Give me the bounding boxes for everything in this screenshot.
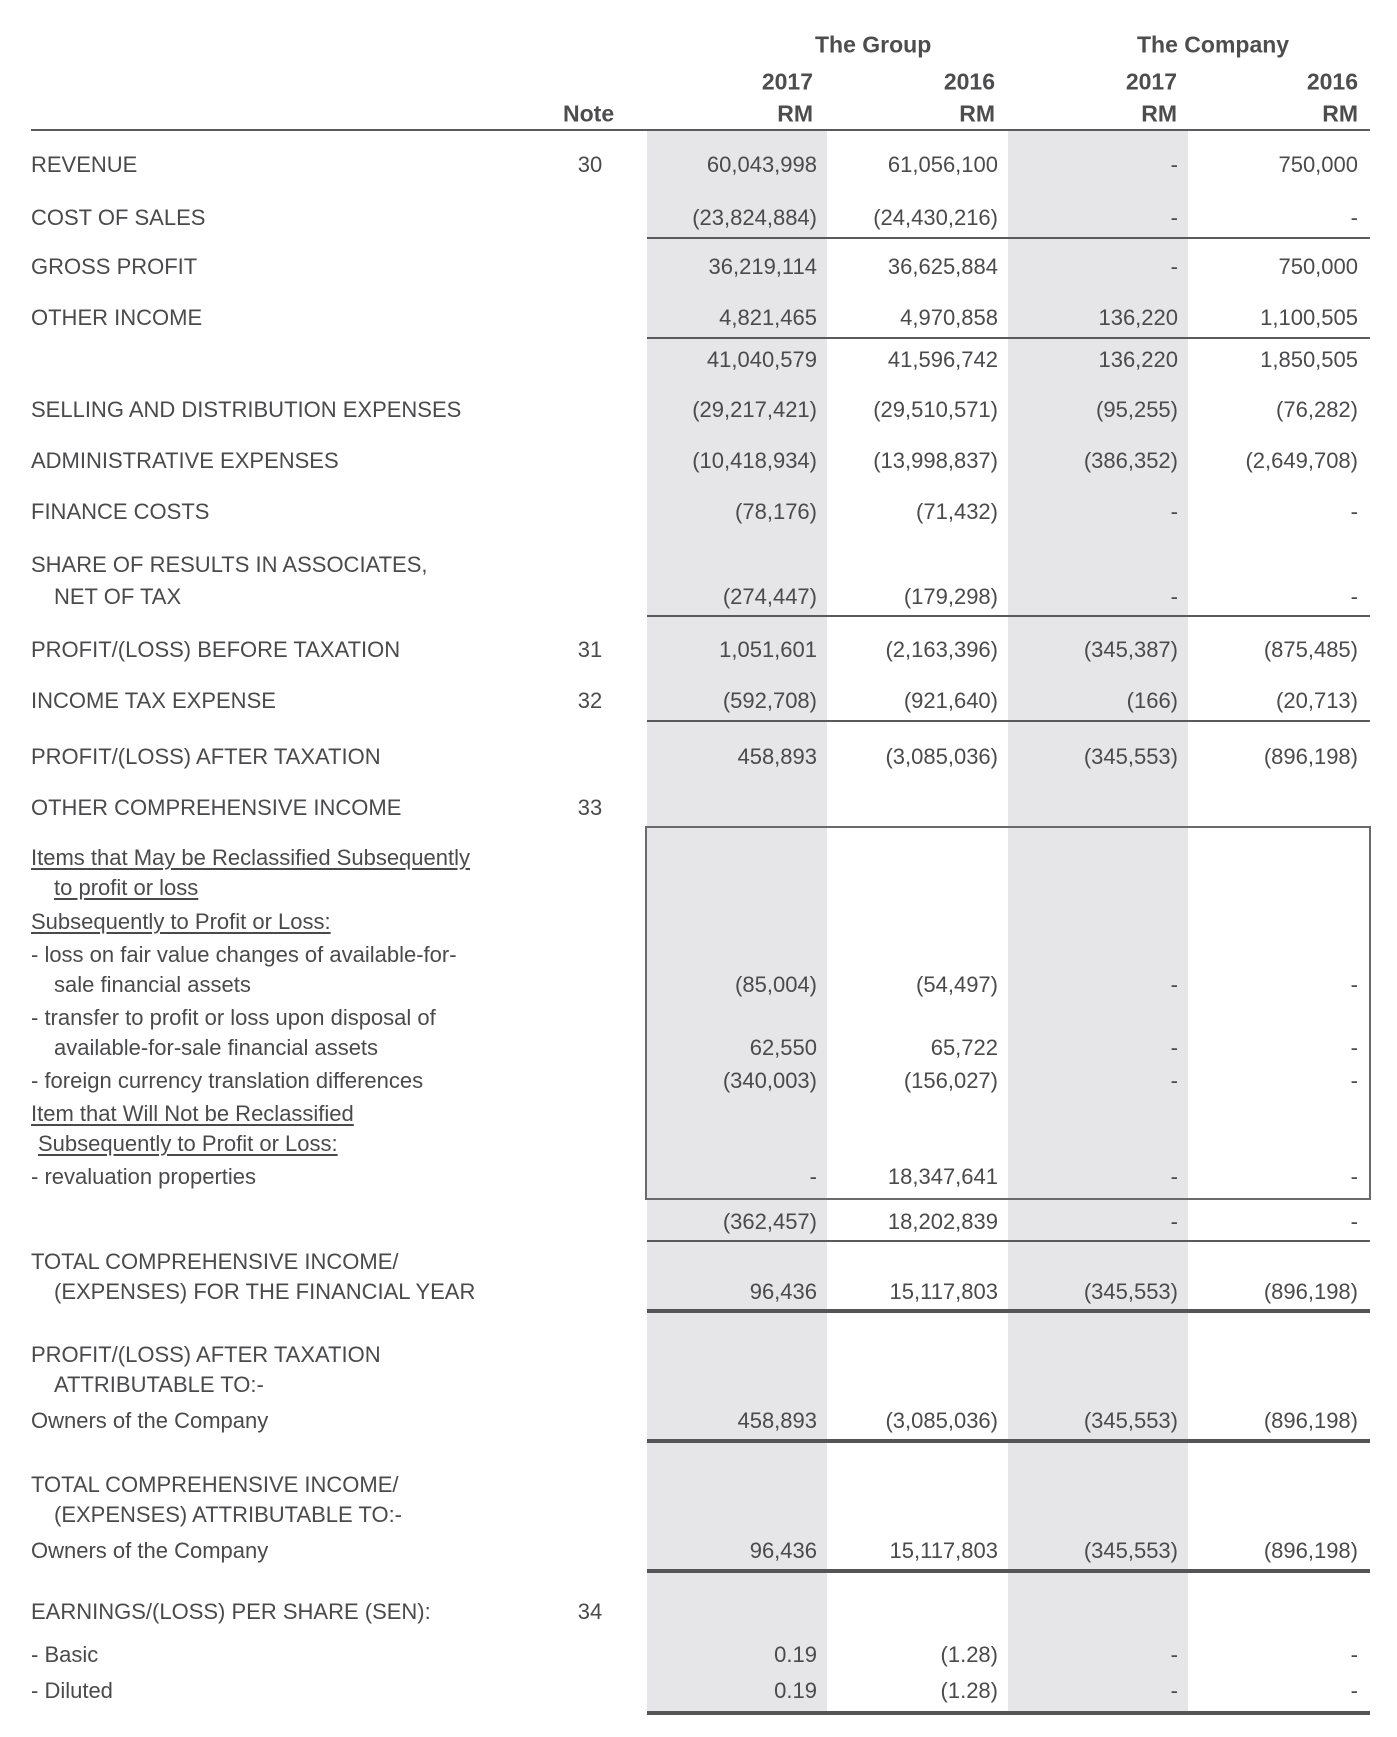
value: 0.19 <box>774 1642 817 1667</box>
value: (345,553) <box>1083 1279 1178 1304</box>
row-label-tax: INCOME TAX EXPENSE <box>31 688 276 713</box>
tci-attr-label: TOTAL COMPREHENSIVE INCOME/ <box>31 1472 399 1497</box>
value: - <box>1170 254 1178 279</box>
value: (78,176) <box>735 499 817 524</box>
eps-basic-label: - Basic <box>31 1642 99 1667</box>
value: (896,198) <box>1263 744 1358 769</box>
header-year-company-2016: 2016 <box>1306 68 1358 95</box>
value: (13,998,837) <box>873 448 998 473</box>
value: (54,497) <box>916 972 998 997</box>
eps-diluted-label: - Diluted <box>31 1678 113 1703</box>
header-year-group-2016: 2016 <box>943 68 995 95</box>
value: (2,163,396) <box>885 637 998 662</box>
rule <box>647 720 1370 722</box>
double-rule <box>647 1569 1370 1573</box>
row-label-gross-profit: GROSS PROFIT <box>31 254 198 279</box>
value: 136,220 <box>1098 305 1178 330</box>
value: 1,850,505 <box>1260 347 1358 372</box>
value: (76,282) <box>1276 397 1358 422</box>
rule <box>647 237 1370 239</box>
value: (345,553) <box>1083 1408 1178 1433</box>
row-note-pbt: 31 <box>577 637 603 662</box>
oci-box <box>645 826 1371 1200</box>
header-note: Note <box>563 100 615 127</box>
value: 61,056,100 <box>887 152 998 177</box>
value: 62,550 <box>749 1035 817 1060</box>
value: 1,100,505 <box>1260 305 1358 330</box>
value: 96,436 <box>749 1538 817 1563</box>
row-label-oci: OTHER COMPREHENSIVE INCOME <box>31 795 402 820</box>
oci-heading-1b: to profit or loss <box>54 875 199 900</box>
value: - <box>1170 1209 1178 1234</box>
row-label-admin: ADMINISTRATIVE EXPENSES <box>31 448 339 473</box>
value: - <box>1350 1164 1358 1189</box>
tci-attr-label-2: (EXPENSES) ATTRIBUTABLE TO:- <box>54 1502 403 1527</box>
double-rule <box>647 1309 1370 1313</box>
oci-heading-2: Item that Will Not be Reclassified <box>31 1101 354 1126</box>
value: - <box>1350 972 1358 997</box>
oci-fx-label: - foreign currency translation differences <box>31 1068 424 1093</box>
row-label-associates: SHARE OF RESULTS IN ASSOCIATES, <box>31 552 428 577</box>
value: (340,003) <box>722 1068 817 1093</box>
value: 136,220 <box>1098 347 1178 372</box>
value: - <box>1350 205 1358 230</box>
row-note-tax: 32 <box>577 688 603 713</box>
value: - <box>1350 499 1358 524</box>
value: (156,027) <box>903 1068 998 1093</box>
value: (29,217,421) <box>692 397 817 422</box>
oci-transfer-label-2: available-for-sale financial assets <box>54 1035 379 1060</box>
header-company: The Company <box>1137 31 1290 58</box>
value: - <box>1350 1209 1358 1234</box>
value: (362,457) <box>722 1209 817 1234</box>
value: (274,447) <box>722 584 817 609</box>
row-label-cost-of-sales: COST OF SALES <box>31 205 206 230</box>
rule <box>647 337 1370 339</box>
value: - <box>1350 1678 1358 1703</box>
value: 4,970,858 <box>900 305 998 330</box>
oci-transfer-label: - transfer to profit or loss upon disposal of <box>31 1005 436 1030</box>
value: - <box>1170 1035 1178 1060</box>
row-note-oci: 33 <box>577 795 603 820</box>
oci-afs-label-2: sale financial assets <box>54 972 251 997</box>
double-rule <box>647 1439 1370 1443</box>
value: (896,198) <box>1263 1279 1358 1304</box>
header-rule <box>31 129 1370 131</box>
value: (3,085,036) <box>885 1408 998 1433</box>
value: (875,485) <box>1263 637 1358 662</box>
header-group: The Group <box>815 31 932 58</box>
oci-heading-1c: Subsequently to Profit or Loss: <box>31 909 331 934</box>
value: (10,418,934) <box>692 448 817 473</box>
value: (23,824,884) <box>692 205 817 230</box>
row-label-other-income: OTHER INCOME <box>31 305 203 330</box>
eps-label: EARNINGS/(LOSS) PER SHARE (SEN): <box>31 1599 431 1624</box>
header-currency-2: RM <box>959 100 995 127</box>
value: - <box>809 1164 817 1189</box>
value: (2,649,708) <box>1245 448 1358 473</box>
value: 96,436 <box>749 1279 817 1304</box>
header-year-group-2017: 2017 <box>761 68 813 95</box>
oci-heading-1: Items that May be Reclassified Subsequently <box>31 845 471 870</box>
value: 4,821,465 <box>719 305 817 330</box>
value: - <box>1170 972 1178 997</box>
value: - <box>1350 584 1358 609</box>
value: - <box>1170 1642 1178 1667</box>
value: (592,708) <box>722 688 817 713</box>
value: (95,255) <box>1096 397 1178 422</box>
value: 60,043,998 <box>706 152 817 177</box>
row-label-associates-2: NET OF TAX <box>54 584 182 609</box>
row-note-revenue: 30 <box>577 152 603 177</box>
value: (1.28) <box>940 1642 998 1667</box>
header-year-company-2017: 2017 <box>1125 68 1177 95</box>
header-currency-4: RM <box>1322 100 1358 127</box>
value: 458,893 <box>737 744 817 769</box>
value: - <box>1170 584 1178 609</box>
header-currency-1: RM <box>777 100 813 127</box>
value: (20,713) <box>1276 688 1358 713</box>
tci-label-2: (EXPENSES) FOR THE FINANCIAL YEAR <box>54 1279 476 1304</box>
oci-heading-2b: Subsequently to Profit or Loss: <box>38 1131 338 1156</box>
pat-attr-label: PROFIT/(LOSS) AFTER TAXATION <box>31 1342 381 1367</box>
value: 36,219,114 <box>708 254 817 279</box>
value: - <box>1170 205 1178 230</box>
row-label-pbt: PROFIT/(LOSS) BEFORE TAXATION <box>31 637 401 662</box>
value: 18,202,839 <box>887 1209 998 1234</box>
value: 15,117,803 <box>889 1538 998 1563</box>
value: (345,387) <box>1083 637 1178 662</box>
value: (345,553) <box>1083 744 1178 769</box>
value: (3,085,036) <box>885 744 998 769</box>
value: - <box>1350 1642 1358 1667</box>
value: (24,430,216) <box>873 205 998 230</box>
value: 18,347,641 <box>887 1164 998 1189</box>
rule <box>647 1240 1370 1242</box>
row-label-revenue: REVENUE <box>31 152 138 177</box>
value: (896,198) <box>1263 1408 1358 1433</box>
value: (921,640) <box>903 688 998 713</box>
value: 41,040,579 <box>706 347 817 372</box>
tci-label: TOTAL COMPREHENSIVE INCOME/ <box>31 1249 399 1274</box>
value: 750,000 <box>1278 152 1358 177</box>
oci-reval-label: - revaluation properties <box>31 1164 257 1189</box>
value: (386,352) <box>1083 448 1178 473</box>
value: (85,004) <box>735 972 817 997</box>
value: 1,051,601 <box>719 637 817 662</box>
value: 36,625,884 <box>887 254 998 279</box>
value: (71,432) <box>916 499 998 524</box>
value: - <box>1170 1678 1178 1703</box>
value: 65,722 <box>930 1035 998 1060</box>
oci-afs-label: - loss on fair value changes of available-for- <box>31 942 457 967</box>
pat-attr-owners-label: Owners of the Company <box>31 1408 269 1433</box>
row-label-pat: PROFIT/(LOSS) AFTER TAXATION <box>31 744 381 769</box>
value: (29,510,571) <box>873 397 998 422</box>
value: - <box>1170 152 1178 177</box>
pat-attr-label-2: ATTRIBUTABLE TO:- <box>54 1372 264 1397</box>
value: 458,893 <box>737 1408 817 1433</box>
value: - <box>1170 1164 1178 1189</box>
value: (896,198) <box>1263 1538 1358 1563</box>
value: - <box>1350 1068 1358 1093</box>
value: (345,553) <box>1083 1538 1178 1563</box>
value: (179,298) <box>903 584 998 609</box>
value: - <box>1170 1068 1178 1093</box>
value: 0.19 <box>774 1678 817 1703</box>
eps-note: 34 <box>577 1599 603 1624</box>
row-label-selling: SELLING AND DISTRIBUTION EXPENSES <box>31 397 462 422</box>
double-rule <box>647 1711 1370 1715</box>
value: (1.28) <box>940 1678 998 1703</box>
value: (166) <box>1126 688 1178 713</box>
value: - <box>1350 1035 1358 1060</box>
value: - <box>1170 499 1178 524</box>
row-label-finance: FINANCE COSTS <box>31 499 210 524</box>
value: 750,000 <box>1278 254 1358 279</box>
rule <box>647 615 1370 617</box>
header-currency-3: RM <box>1141 100 1177 127</box>
tci-attr-owners-label: Owners of the Company <box>31 1538 269 1563</box>
value: 41,596,742 <box>887 347 998 372</box>
value: 15,117,803 <box>889 1279 998 1304</box>
